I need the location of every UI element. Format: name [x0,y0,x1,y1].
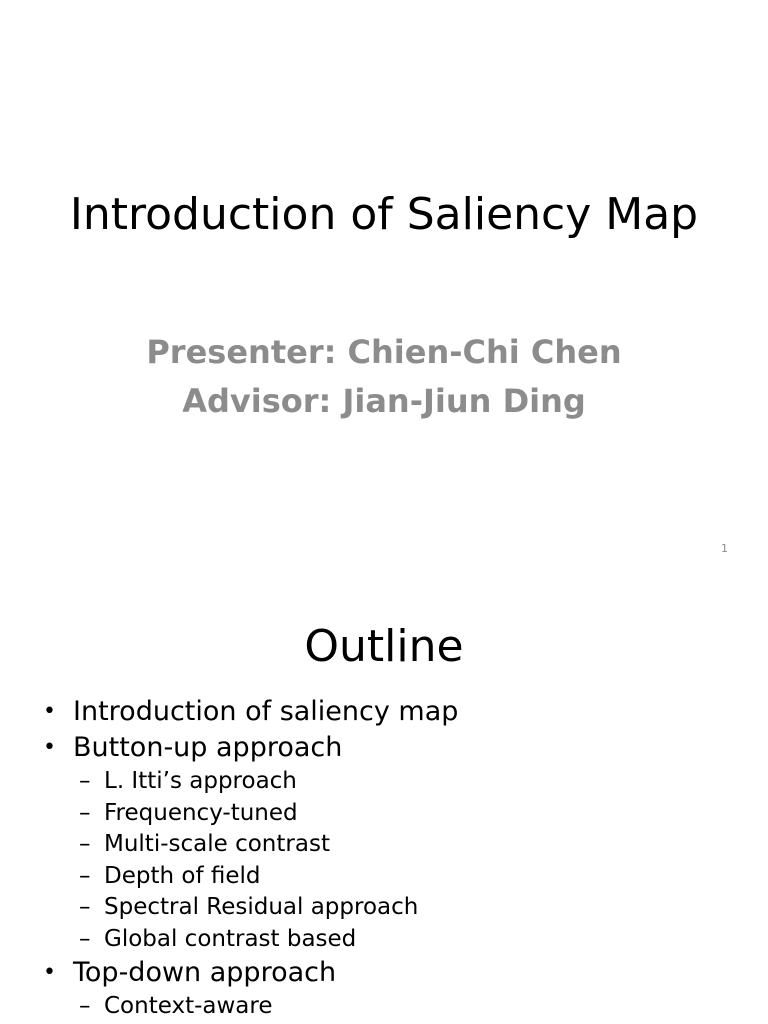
outline-list [0,694,768,1023]
outline-item [0,955,768,991]
outline-item [0,694,768,730]
bullet-dash: – [79,925,91,952]
outline-title: Outline [304,621,464,672]
outline-subitem [0,892,768,924]
bullet-dash: – [79,768,91,794]
slide-title: Introduction of Saliency Map [69,189,699,240]
bullet-dash: – [79,993,91,1019]
outline-item-text: Multi-scale contrast [104,831,330,857]
advisor-line: Advisor: Jian-Jiun Ding [182,382,586,420]
outline-item-text: Top-down approach [73,957,337,988]
outline-subitem [0,829,768,861]
outline-item-text: Global contrast based [104,925,357,952]
presenter-line: Presenter: Chien-Chi Chen [146,333,622,371]
outline-item [0,730,768,766]
bullet-dash: – [79,894,91,920]
outline-item-text: Introduction of saliency map [73,696,459,727]
bullet-dash: – [79,799,91,826]
outline-item-text: Frequency-tuned [104,799,298,826]
bullet-dash: – [79,831,91,857]
outline-item-text: Button-up approach [73,732,343,763]
outline-subitem [0,861,768,893]
outline-item-text: Depth of field [104,862,261,889]
bullet-dot: • [43,960,56,985]
outline-subitem [0,798,768,830]
outline-subitem [0,991,768,1023]
outline-item-text: Spectral Residual approach [104,894,419,920]
bullet-dot: • [43,735,56,760]
bullet-dash: – [79,862,91,889]
outline-subitem [0,766,768,798]
outline-item-text: Context-aware [104,993,273,1019]
outline-subitem [0,924,768,956]
page-number: 1 [721,542,728,555]
bullet-dot: • [43,699,56,724]
outline-item-text: L. Itti’s approach [104,768,297,794]
outline-slide [0,576,768,1024]
